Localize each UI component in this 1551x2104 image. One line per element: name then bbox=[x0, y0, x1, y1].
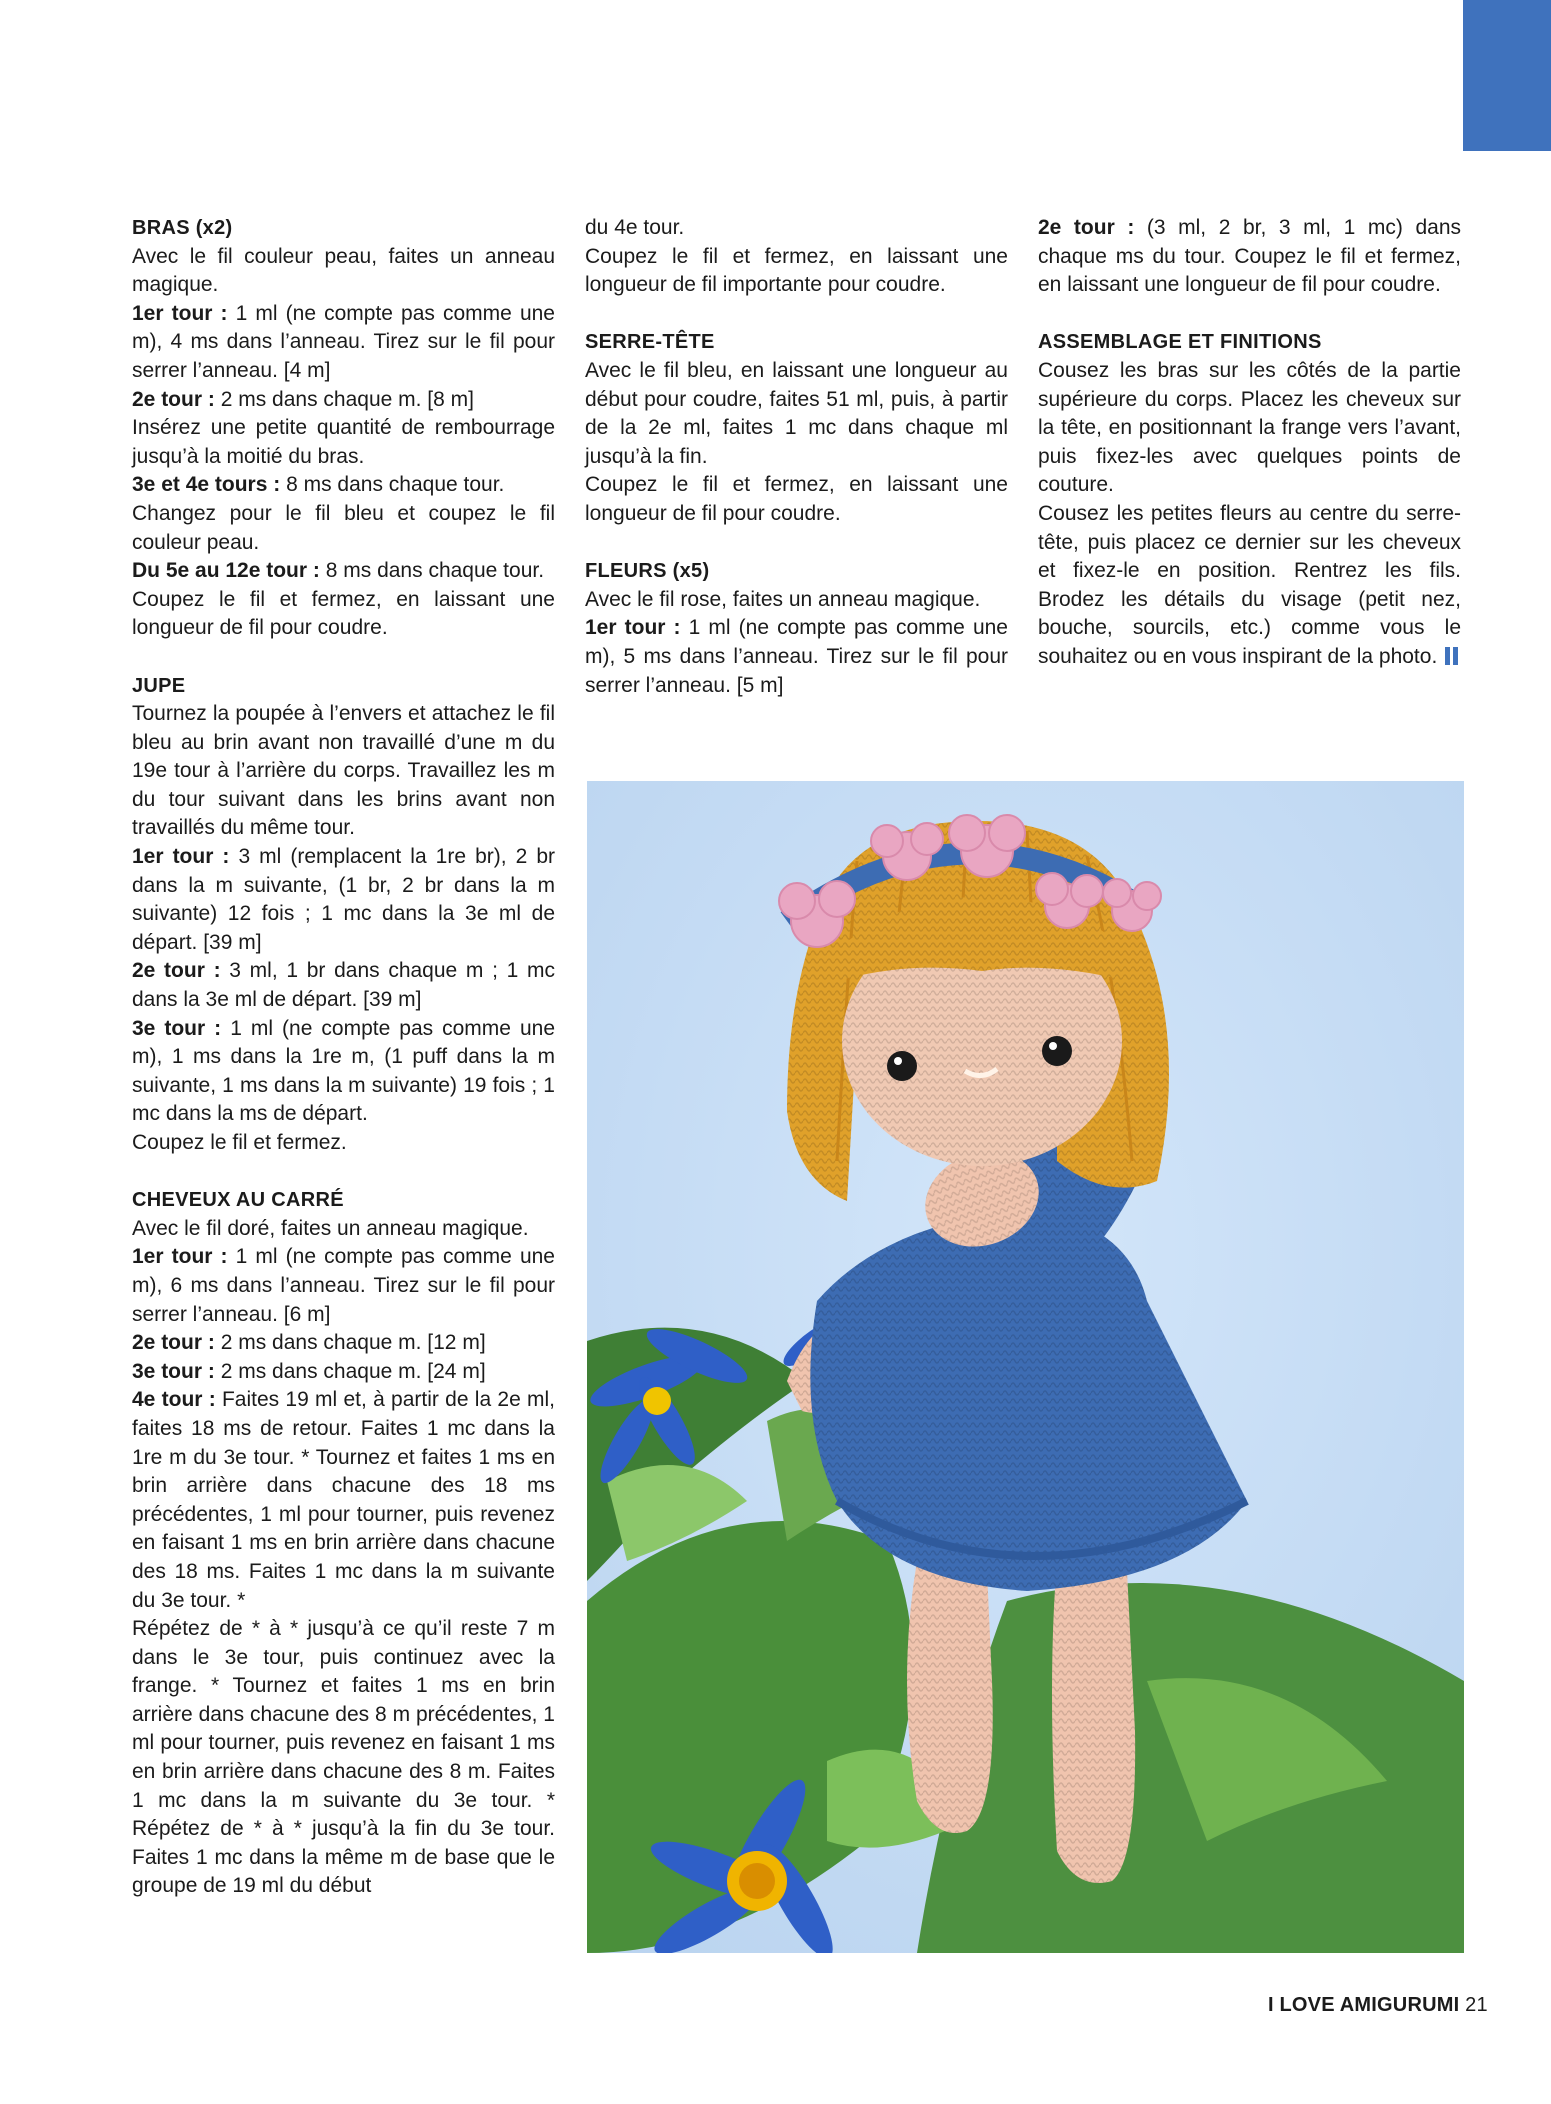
bras-title: BRAS (x2) bbox=[132, 217, 233, 239]
end-of-article-icon bbox=[1445, 647, 1450, 665]
fleurs-round-2: 2e tour : (3 ml, 2 br, 3 ml, 1 mc) dans chaque ms du tour. Coupez le fil et fermez, en laissant une longueur de fil pour coudre. bbox=[1038, 216, 1461, 297]
cheveux-round-4: 4e tour : Faites 19 ml et, à partir de la 2e ml, faites 18 ms de retour. Faites 1 mc dans la 1re m du 3e tour. * Tournez et faites 1 ms en brin arrière dans chacune des 18 ms précédentes, 1 ml pour tourner, puis revenez en faisant 1 ms en brin arrière dans chacune des 18 ms. Faites 1 mc dans la m suivante du 3e tour. * bbox=[132, 1388, 556, 1612]
jupe-round-2: 2e tour : 3 ml, 1 br dans chaque m ; 1 mc dans la 3e ml de départ. [39 m] bbox=[132, 959, 556, 1012]
cheveux-round-2: 2e tour : 2 ms dans chaque m. [12 m] bbox=[132, 1331, 486, 1355]
cheveux-intro: Avec le fil doré, faites un anneau magique. bbox=[132, 1216, 529, 1240]
amigurumi-doll-photo bbox=[587, 781, 1464, 1953]
jupe-intro: Tournez la poupée à l’envers et attachez le fil bleu au brin avant non travaillé d’une m du 19e tour à l’arrière du corps. Travaillez les m du tour suivant dans les brins avant non travaillés du même tour. bbox=[132, 702, 555, 840]
fleurs-intro: Avec le fil rose, faites un anneau magique. bbox=[585, 587, 981, 611]
assemblage-paragraph-1: Cousez les bras sur les côtés de la partie supérieure du corps. Placez les cheveux sur la tête, en positionnant la frange vers l’avant, puis fixez-les avec quelques points de couture. bbox=[1038, 358, 1461, 497]
assemblage-title: ASSEMBLAGE ET FINITIONS bbox=[1038, 331, 1322, 354]
fleurs-title: FLEURS (x5) bbox=[585, 560, 710, 583]
bras-round-1: 1er tour : 1 ml (ne compte pas comme une m), 4 ms dans l’anneau. Tirez sur le fil pour serrer l’anneau. [4 m] bbox=[132, 301, 555, 382]
bras-round-5-12: Du 5e au 12e tour : 8 ms dans chaque tour. bbox=[132, 559, 545, 583]
fleurs-round-1: 1er tour : 1 ml (ne compte pas comme une m), 5 ms dans l’anneau. Tirez sur le fil pour serrer l’anneau. [5 m] bbox=[585, 616, 1008, 697]
cheveux-repeat: Répétez de * à * jusqu’à ce qu’il reste 7 m dans le 3e tour, puis continuez avec la frange. * Tournez et faites 1 ms en brin arrière dans chacune des 8 m précédentes, 1 ml pour tourner, puis revenez en faisant 1 ms en brin arrière dans chacune des 8 m. Faites 1 mc dans la m suivante du 3e tour. * Répétez de * à * jusqu’à la fin du 3e tour. Faites 1 mc dans la même m de base que le groupe de 19 ml du début bbox=[132, 1617, 555, 1898]
bras-round-2: 2e tour : 2 ms dans chaque m. [8 m] bbox=[132, 387, 474, 411]
jupe-finish: Coupez le fil et fermez. bbox=[132, 1131, 347, 1154]
middle-column bbox=[585, 214, 1008, 700]
bras-change-color: Changez pour le fil bleu et coupez le fil couleur peau. bbox=[132, 501, 555, 554]
serre-tete-title: SERRE-TÊTE bbox=[585, 331, 715, 354]
bras-finish: Coupez le fil et fermez, en laissant une longueur de fil pour coudre. bbox=[132, 587, 555, 640]
bras-intro: Avec le fil couleur peau, faites un anneau magique. bbox=[132, 244, 555, 297]
page-footer bbox=[1268, 1994, 1488, 2017]
cheveux-continued: du 4e tour. bbox=[585, 216, 685, 239]
cheveux-finish: Coupez le fil et fermez, en laissant une longueur de fil importante pour coudre. bbox=[585, 244, 1008, 297]
bras-round-3-4: 3e et 4e tours : 8 ms dans chaque tour. bbox=[132, 473, 505, 497]
section-color-tab bbox=[1463, 0, 1551, 151]
jupe-round-1: 1er tour : 3 ml (remplacent la 1re br), 2 br dans la m suivante, (1 br, 2 br dans la m suivante) 12 fois ; 1 mc dans la 3e ml de départ. [39 m] bbox=[132, 845, 555, 954]
jupe-round-3: 3e tour : 1 ml (ne compte pas comme une m), 1 ms dans la 1re m, (1 puff dans la m suivante, 1 ms dans la m suivante) 19 fois ; 1 mc dans la ms de départ. bbox=[132, 1016, 556, 1126]
left-column bbox=[132, 214, 555, 1901]
magazine-name: I LOVE AMIGURUMI bbox=[1268, 1994, 1460, 2016]
serre-tete-finish: Coupez le fil et fermez, en laissant une longueur de fil pour coudre. bbox=[585, 473, 1008, 525]
jupe-title: JUPE bbox=[132, 674, 186, 697]
assemblage-paragraph-2: Cousez les petites fleurs au centre du serre-tête, puis placez ce dernier sur les cheveux et fixez-le en position. Rentrez les fils. Brodez les détails du visage (petit nez, bouche, sourcils, etc.) comme vous le souhaitez ou en vous inspirant de la photo. bbox=[1038, 501, 1461, 668]
serre-tete-text: Avec le fil bleu, en laissant une longueur au début pour coudre, faites 51 ml, puis, à partir de la 2e ml, faites 1 mc dans chaque ml jusqu’à la fin. bbox=[585, 358, 1008, 468]
cheveux-round-1: 1er tour : 1 ml (ne compte pas comme une m), 6 ms dans l’anneau. Tirez sur le fil pour serrer l’anneau. [6 m] bbox=[132, 1245, 555, 1326]
cheveux-title: CHEVEUX AU CARRÉ bbox=[132, 1189, 344, 1212]
right-column bbox=[1038, 214, 1461, 672]
bras-stuffing: Insérez une petite quantité de rembourrage jusqu’à la moitié du bras. bbox=[132, 416, 555, 468]
page-number: 21 bbox=[1465, 1994, 1488, 2016]
cheveux-round-3: 3e tour : 2 ms dans chaque m. [24 m] bbox=[132, 1359, 486, 1383]
